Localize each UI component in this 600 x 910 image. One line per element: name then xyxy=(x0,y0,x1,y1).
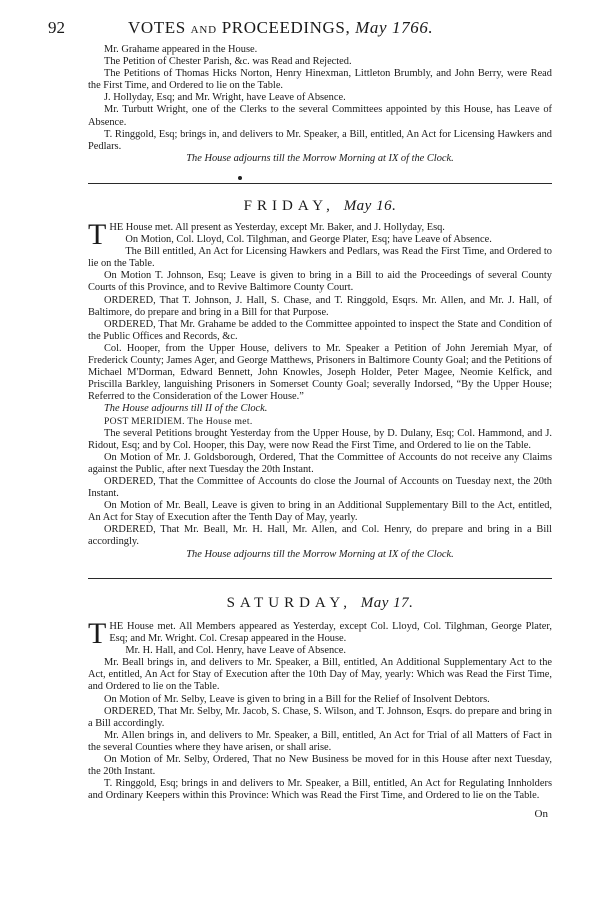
paragraph: Mr. Grahame appeared in the House. xyxy=(104,44,258,55)
paragraph: On Motion T. Johnson, Esq; Leave is given to bring in a Bill to aid the Proceedings of several County Courts of this Province, and to Revive Baltimore County Court. xyxy=(88,270,552,294)
page-number: 92 xyxy=(48,18,65,37)
running-title-and: AND xyxy=(190,24,217,36)
paragraph: J. Hollyday, Esq; and Mr. Wright, have Leave of Absence. xyxy=(104,92,346,104)
drop-cap: T xyxy=(88,218,107,251)
paragraph: T. Ringgold, Esq; brings in and delivers to Mr. Speaker, a Bill, entitled, An Act for Regulating Innholders and Ordinary Keepers within this Province: Which was Read the First Time, and Ordered to lie on the Table. xyxy=(88,778,552,802)
paragraph: The Bill entitled, An Act for Licensing Hawkers and Pedlars, was Read the First Time, and Ordered to lie on the Table. xyxy=(88,246,552,270)
catchword: On xyxy=(534,808,548,820)
paragraph: On Motion of Mr. Selby, Leave is given to bring in a Bill for the Relief of Insolvent Debtors. xyxy=(104,693,490,705)
saturday-section xyxy=(88,617,552,802)
running-title xyxy=(128,18,552,38)
paragraph: ORDERED, That Mr. Beall, Mr. H. Hall, Mr. Allen, and Col. Henry, do prepare and bring in a Bill accordingly. xyxy=(88,524,552,548)
day-heading-friday xyxy=(88,198,552,215)
paragraph: On Motion, Col. Lloyd, Col. Tilghman, and George Plater, Esq; have Leave of Absence. xyxy=(125,234,492,246)
paragraph: ORDERED, That the Committee of Accounts do close the Journal of Accounts on Tuesday next, the 20th Instant. xyxy=(88,475,552,500)
paragraph: T. Ringgold, Esq; brings in, and delivers to Mr. Speaker, a Bill, entitled, An Act for Licensing Hawkers and Pedlars. xyxy=(88,128,552,152)
adjournment-note: The House adjourns till II of the Clock. xyxy=(104,403,268,415)
paragraph: ORDERED, That Mr. Selby, Mr. Jacob, S. Chase, S. Wilson, and T. Johnson, Esqrs. do prepare and bring in a Bill accordingly. xyxy=(88,705,552,729)
paragraph: On Motion of Mr. Beall, Leave is given to bring in an Additional Supplementary Bill to the Act, entitled, An Act for Stay of Execution after the Tenth Day of May, yearly. xyxy=(88,500,552,524)
running-title-date: May 1766. xyxy=(355,18,434,37)
day-date: May 16. xyxy=(343,198,397,214)
ornament-dot xyxy=(238,176,242,180)
running-title-proceedings: PROCEEDINGS, xyxy=(221,18,351,37)
paragraph: Mr. Beall brings in, and delivers to Mr. Speaker, a Bill, entitled, An Additional Supplementary Act to the Act, entitled, An Act for Stay of Execution after the 10th Day of May, yearly: Which was Read the First Time, and Ordered to lie on the Table. xyxy=(88,657,552,693)
section-divider xyxy=(88,578,552,579)
paragraph: Mr. Turbutt Wright, one of the Clerks to the several Committees appointed by this House, has Leave of Absence. xyxy=(88,104,552,128)
running-title-votes: VOTES xyxy=(128,18,186,37)
post-meridiem-heading: POST MERIDIEM. The House met. xyxy=(104,415,253,427)
friday-section xyxy=(88,218,552,561)
paragraph: ORDERED, That T. Johnson, J. Hall, S. Chase, and T. Ringgold, Esqrs. Mr. Allen, and Mr. J. Hall, of Baltimore, do prepare and bring in a Bill for that Purpose. xyxy=(88,294,552,318)
day-name: SATURDAY, xyxy=(226,595,353,611)
day-date: May 17. xyxy=(360,595,414,611)
drop-cap: T xyxy=(88,617,107,650)
paragraph: On Motion of Mr. J. Goldsborough, Ordered, That the Committee of Accounts do not receive any Claims against the Public, after next Tuesday the 20th Instant. xyxy=(88,451,552,475)
paragraph: On Motion of Mr. Selby, Ordered, That no New Business be moved for in this House after next Tuesday, the 20th Instant. xyxy=(88,754,552,778)
previous-day-section xyxy=(88,44,552,165)
paragraph: Col. Hooper, from the Upper House, delivers to Mr. Speaker a Petition of John Jeremiah Myar, of Frederick County; James Ager, and George Matthews, Prisoners in Baltimore County Goal; and the Petitions of Michael M'Dorman, Edward Bennett, John Knowles, Joseph Holder, Peter Magee, Neomie Kelfick, and Priscilla Barkley, languishing Prisoners in Somerset County Goal; severally Indorsed, “By the Upper House; Referred to the Consideration of the Lower House.” xyxy=(88,342,552,403)
paragraph: The Petition of Chester Parish, &c. was Read and Rejected. xyxy=(104,56,352,68)
adjournment-note: The House adjourns till the Morrow Morning at IX of the Clock. xyxy=(186,152,454,164)
section-divider xyxy=(88,183,552,184)
adjournment-note: The House adjourns till the Morrow Morning at IX of the Clock. xyxy=(186,548,454,560)
running-head xyxy=(48,18,552,42)
day-name: FRIDAY, xyxy=(243,198,335,214)
paragraph: The Petitions of Thomas Hicks Norton, Henry Hinexman, Littleton Brumbly, and John Berry, were Read the First Time, and Ordered to lie on the Table. xyxy=(88,68,552,92)
paragraph: Mr. Allen brings in, and delivers to Mr. Speaker, a Bill, entitled, An Act for Trial of all Matters of Fact in the several Counties where they have arisen, or shall arise. xyxy=(88,729,552,753)
paragraph: The several Petitions brought Yesterday from the Upper House, by D. Dulany, Esq; Col. Hammond, and J. Ridout, Esq; and by Col. Hooper, this Day, were now Read the First Time, and Ordered to lie on the Table. xyxy=(88,427,552,451)
paragraph: ORDERED, That Mr. Grahame be added to the Committee appointed to inspect the State and Condition of the Public Offices and Records, &c. xyxy=(88,318,552,342)
day-heading-saturday xyxy=(88,595,552,612)
paragraph: Mr. H. Hall, and Col. Henry, have Leave of Absence. xyxy=(125,645,346,657)
paragraph-opening: THE House met. All Members appeared as Yesterday, except Col. Lloyd, Col. Tilghman, George Plater, Esq; and Mr. Wright. Col. Cresap appeared in the House. xyxy=(88,617,552,650)
paragraph-opening: THE House met. All present as Yesterday, except Mr. Baker, and J. Hollyday, Esq. xyxy=(88,218,445,251)
